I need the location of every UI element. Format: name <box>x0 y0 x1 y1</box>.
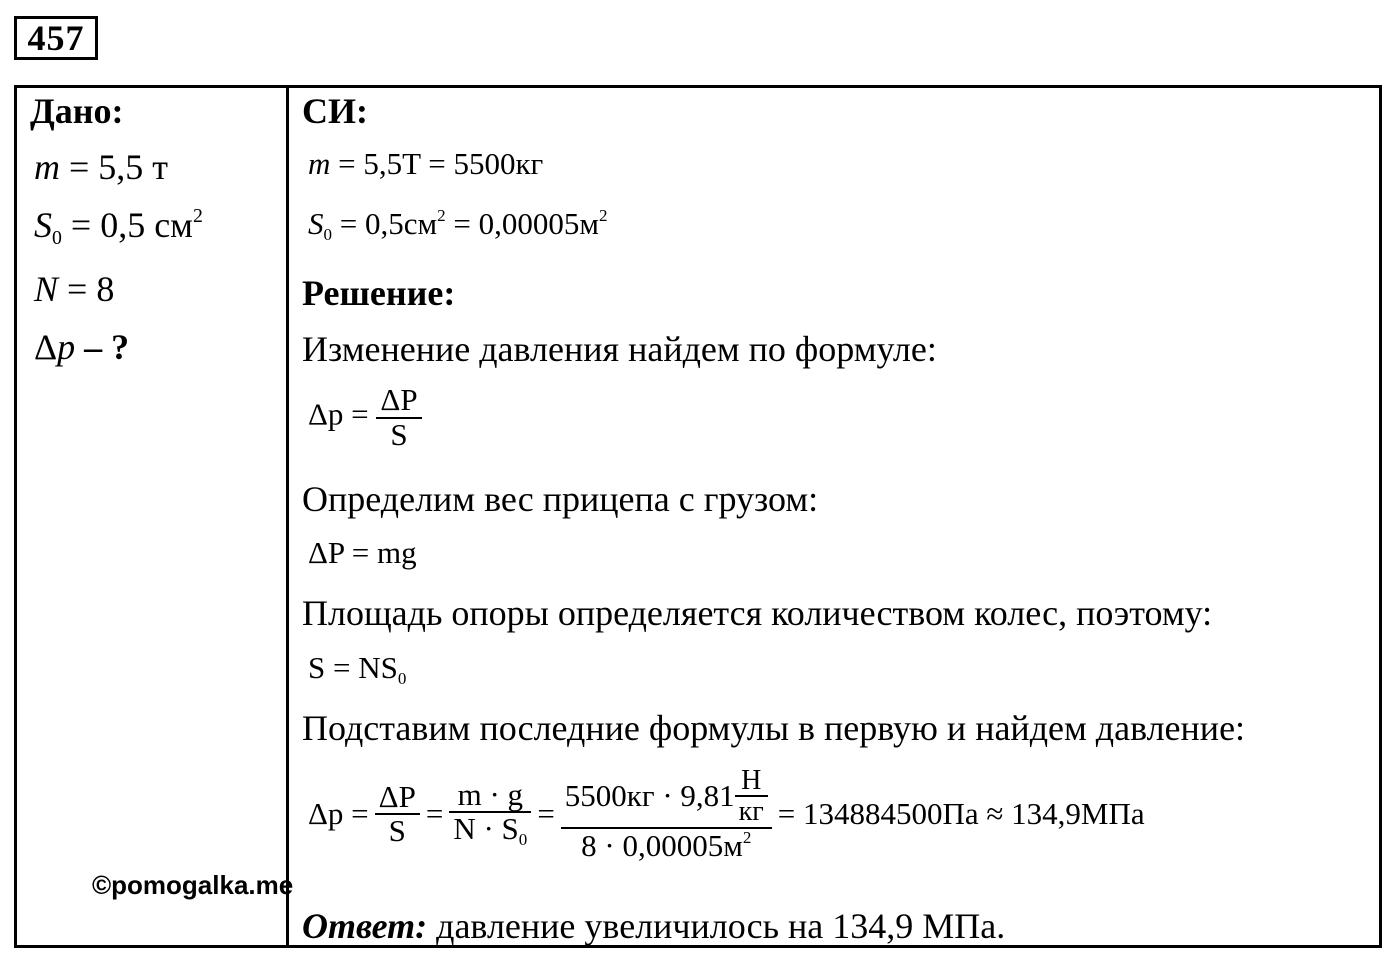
solution-text-3: Площадь опоры определяется количеством колес, поэтому: <box>302 593 1213 633</box>
given-wheels: N = 8 <box>34 269 115 309</box>
given-area: $S_0 = 0,5$ $см^2$ <box>34 205 203 249</box>
given-find: Δp – ? <box>34 327 130 367</box>
answer-label: Ответ: <box>302 906 428 946</box>
solution-text-1: Изменение давления найдем по формуле: <box>302 329 937 369</box>
given-mass: m = 5,5 т <box>34 147 169 187</box>
answer-text: давление увеличилось на 134,9 МПа. <box>427 906 1006 946</box>
column-divider <box>286 85 289 948</box>
formula-pressure: Δp = $\frac{\Delta P}{S}$ <box>308 384 422 451</box>
solution-text-4: Подставим последние формулы в первую и найдем давление: <box>302 708 1246 748</box>
formula-final: Δp = $\frac{\Delta P}{S}$ = $\frac{m \cdot g}{N \cdot S_0}$ = 5500кг · 9,81 $\frac{Н}{кг}$ $8 \cdot 0,00005м^2$ = 134884500Па ≈ 134,9МПа <box>308 765 1145 863</box>
formula-weight: ΔP = mg <box>308 535 417 570</box>
given-heading: Дано: <box>30 91 124 131</box>
watermark: ©pomogalka.me <box>92 870 294 900</box>
si-area: $S_0 = 0,5см^2 = 0,00005м^2$ <box>308 206 608 244</box>
problem-number: 457 <box>14 16 98 60</box>
solution-heading: Решение: <box>302 273 456 313</box>
si-heading: СИ: <box>302 91 368 131</box>
answer <box>302 905 1005 947</box>
si-mass: m = 5,5T = 5500кг <box>308 146 544 181</box>
formula-area: $S = NS_0$ <box>308 650 407 688</box>
solution-text-2: Определим вес прицепа с грузом: <box>302 479 819 519</box>
